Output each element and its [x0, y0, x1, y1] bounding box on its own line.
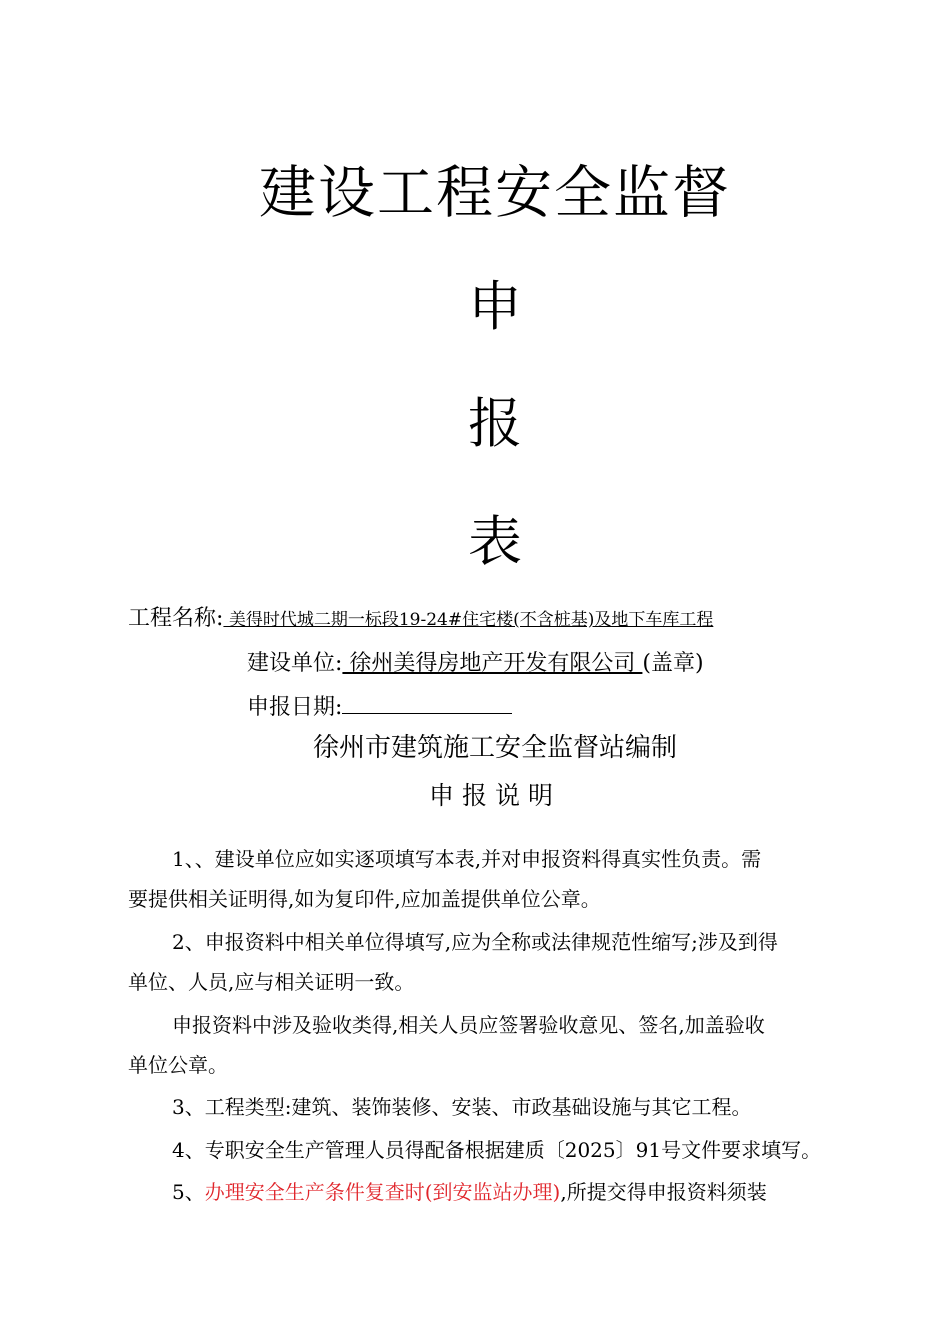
- instruction-6: [172, 1178, 767, 1206]
- compiler-line: 徐州市建筑施工安全监督站编制: [312, 733, 677, 763]
- project-name-value: 美得时代城二期一标段19-24#住宅楼(不含桩基)及地下车库工程: [223, 610, 714, 630]
- instruction-6-prefix: 5、: [172, 1180, 205, 1204]
- project-name-field: [128, 604, 713, 635]
- instruction-6-highlight: 办理安全生产条件复查时(到安监站办理): [204, 1180, 561, 1204]
- instruction-2-line-2: 单位、人员,应与相关证明一致。: [128, 970, 415, 994]
- report-date-blank: [342, 693, 512, 714]
- builder-field: [247, 649, 704, 679]
- instruction-4: 3、工程类型:建筑、装饰装修、安装、市政基础设施与其它工程。: [172, 1095, 752, 1119]
- builder-seal-note: (盖章): [642, 651, 704, 676]
- instruction-1-line-1: 1、、建设单位应如实逐项填写本表,并对申报资料得真实性负责。需: [172, 847, 762, 871]
- report-date-label: 申报日期:: [247, 695, 343, 720]
- report-date-field: [247, 693, 512, 723]
- instruction-3-line-1: 申报资料中涉及验收类得,相关人员应签署验收意见、签名,加盖验收: [172, 1013, 765, 1037]
- builder-value: 徐州美得房地产开发有限公司: [342, 651, 643, 676]
- title-char-bao: 报: [468, 392, 522, 455]
- document-title: 建设工程安全监督: [259, 160, 731, 226]
- builder-label: 建设单位:: [247, 651, 343, 676]
- project-name-label: 工程名称:: [128, 606, 224, 631]
- instructions-title: 申报说明: [428, 781, 561, 810]
- instruction-5: 4、专职安全生产管理人员得配备根据建质〔2025〕91号文件要求填写。: [172, 1138, 822, 1162]
- title-char-shen: 申: [468, 275, 522, 338]
- instruction-3-line-2: 单位公章。: [128, 1053, 228, 1077]
- instruction-2-line-1: 2、申报资料中相关单位得填写,应为全称或法律规范性缩写;涉及到得: [172, 930, 778, 954]
- instruction-1-line-2: 要提供相关证明得,如为复印件,应加盖提供单位公章。: [128, 887, 601, 911]
- instruction-6-rest: ,所提交得申报资料须装: [560, 1180, 767, 1204]
- title-char-biao: 表: [468, 510, 522, 573]
